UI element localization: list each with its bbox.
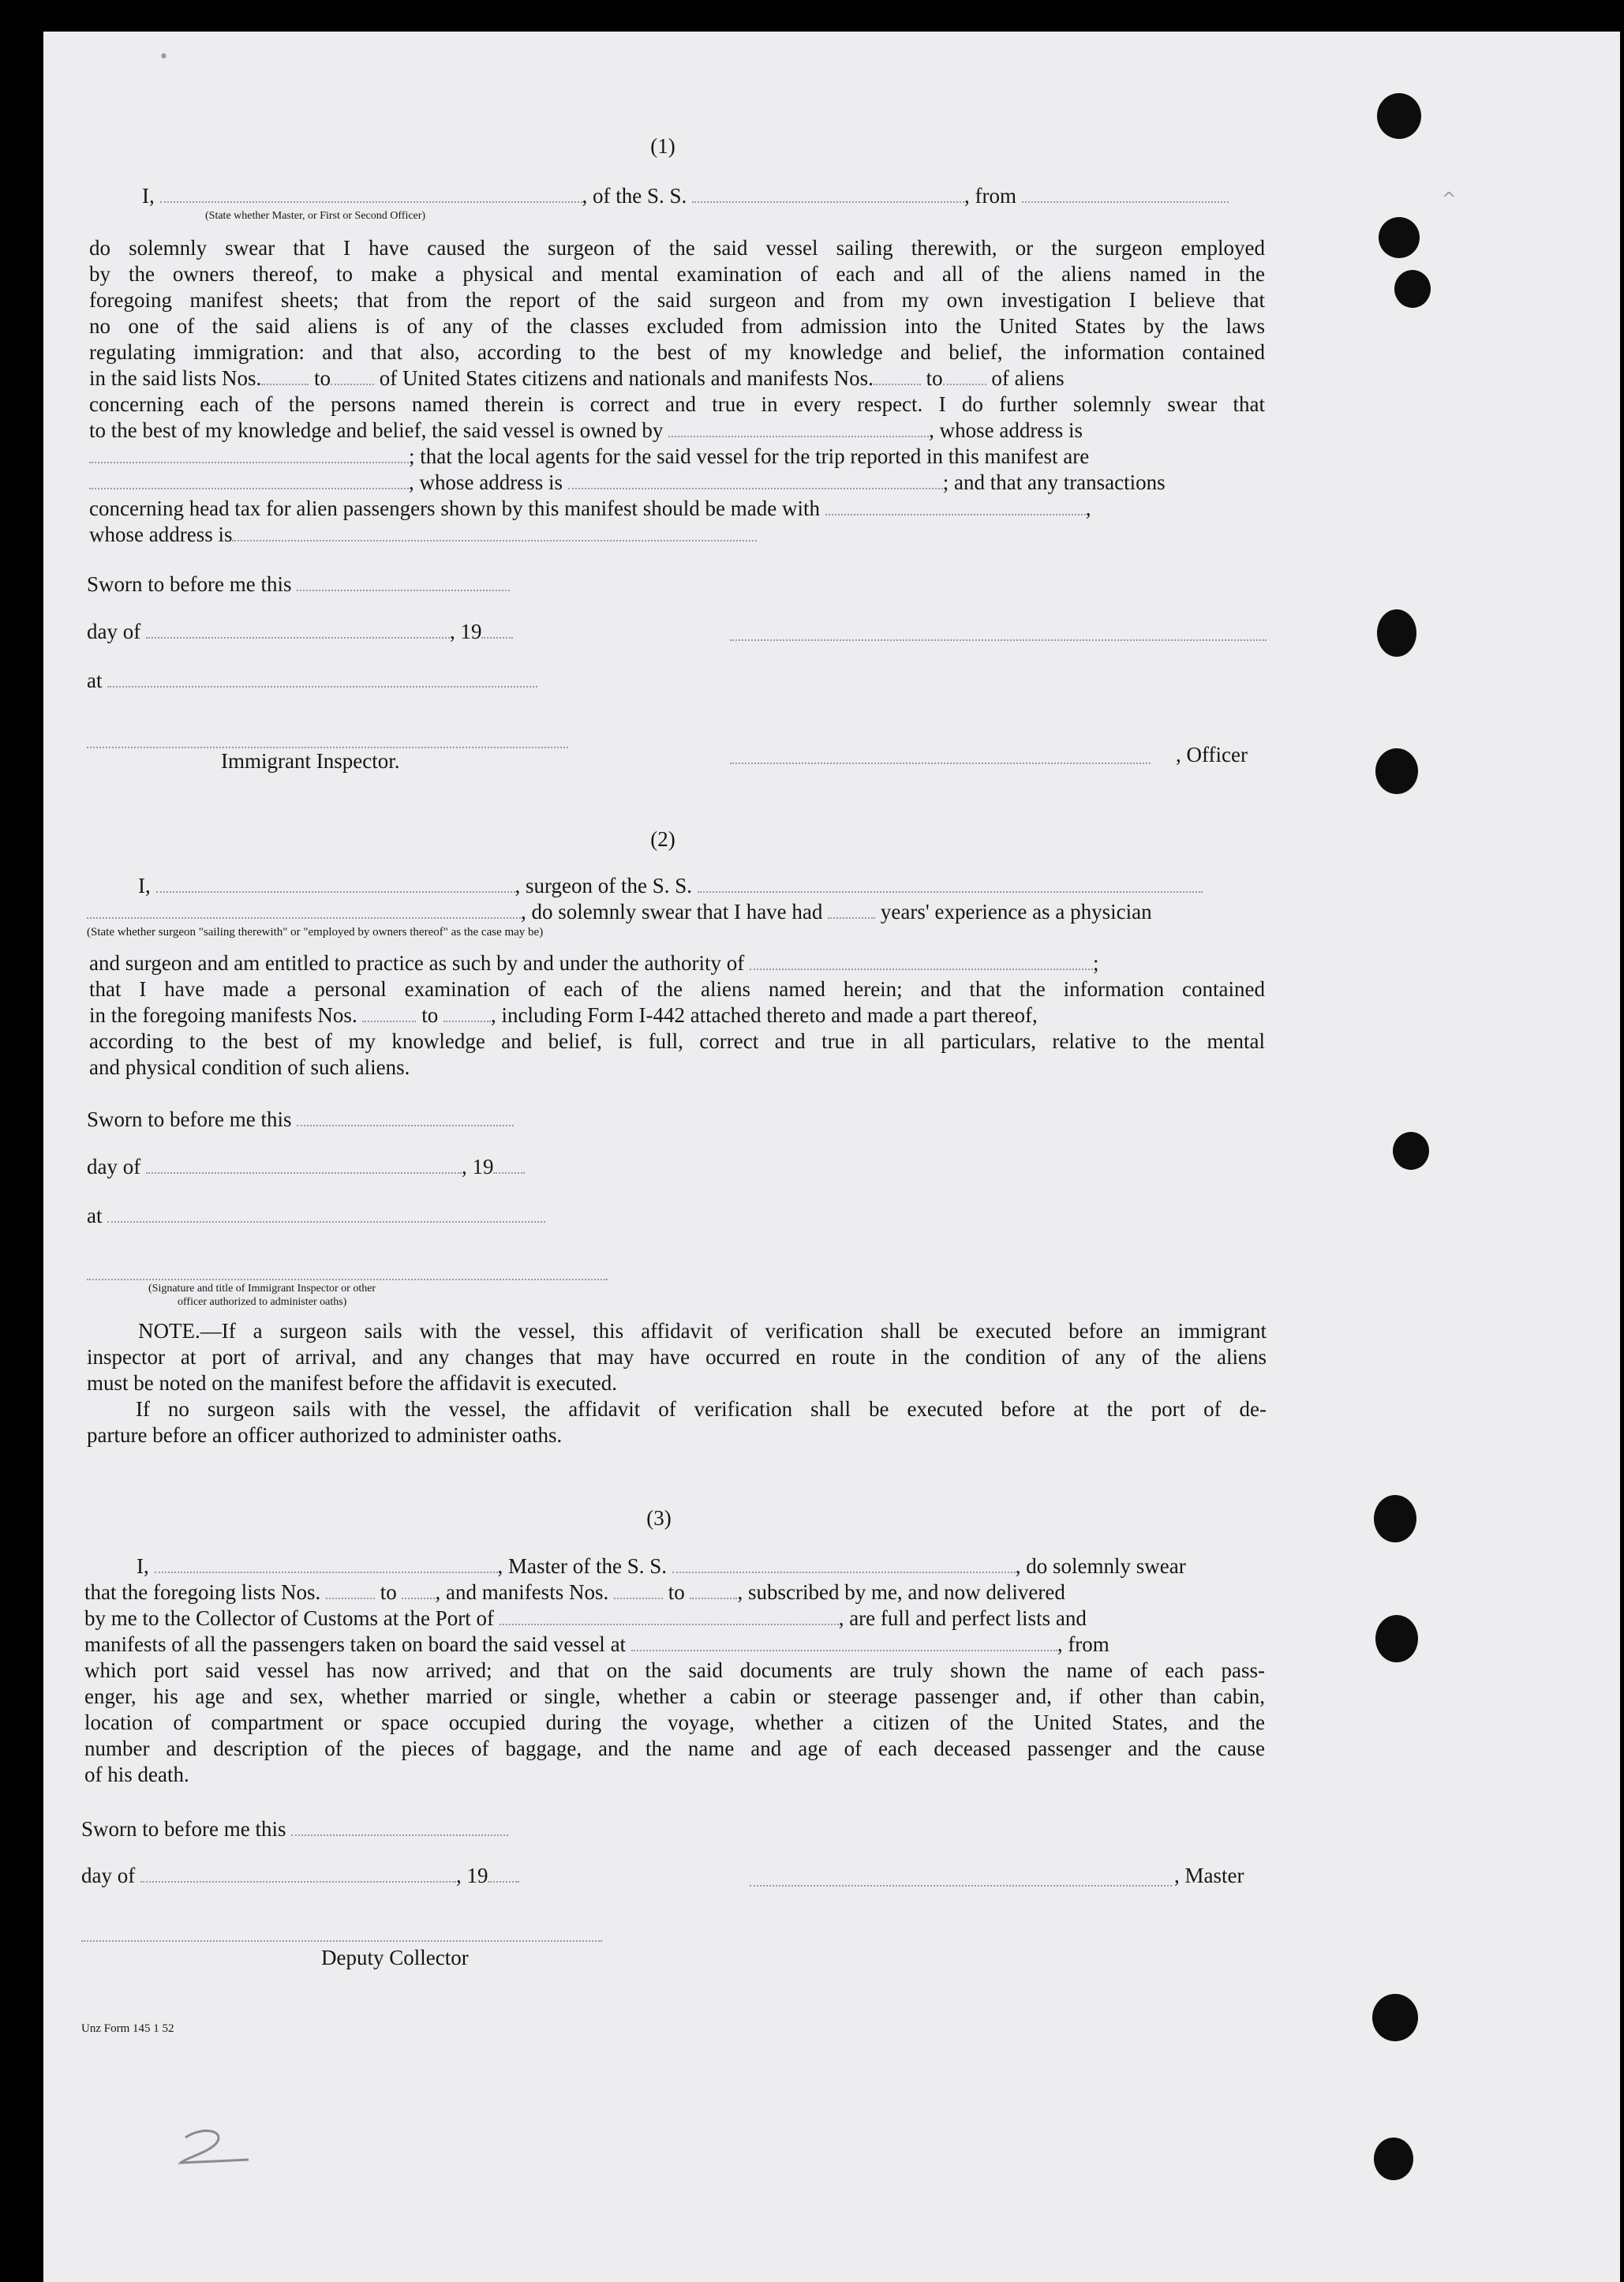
agents-address-line: , whose address is ; and that any transactions <box>89 470 1166 495</box>
master-oath-line: location of compartment or space occupied during the voyage, whether a citizen of the United States, and the <box>84 1711 1265 1734</box>
list-from-field[interactable] <box>261 366 309 385</box>
of-ss-label: , of the S. S. <box>582 184 687 208</box>
year-field[interactable] <box>493 1155 525 1174</box>
form-sheet <box>43 32 1620 2282</box>
section-1-intro <box>142 183 1229 208</box>
binder-hole <box>1375 1615 1418 1662</box>
from-port-field[interactable] <box>1022 184 1229 203</box>
surgeon-oath-line: that I have made a personal examination of each of the aliens named herein; and that the information contained <box>89 977 1265 1001</box>
binder-hole <box>1377 93 1421 139</box>
binder-hole <box>1394 270 1431 308</box>
collector-port-field[interactable] <box>500 1606 839 1625</box>
sworn-date-field[interactable] <box>297 572 510 591</box>
binder-hole <box>1379 217 1420 258</box>
immigrant-inspector-label: Immigrant Inspector. <box>221 749 400 773</box>
agents-line: ; that the local agents for the said vessel for the trip reported in this manifest are <box>89 444 1089 469</box>
manifest-to-field[interactable] <box>943 366 986 385</box>
years-line: , do solemnly swear that I have had years' experience as a physician <box>87 899 1152 924</box>
binder-hole <box>1393 1132 1429 1170</box>
embark-line: manifests of all the passengers taken on board the said vessel at , from <box>84 1632 1109 1656</box>
lists-line: that the foregoing lists Nos. to , and manifests Nos. to , subscribed by me, and now delivered <box>84 1580 1065 1604</box>
master-oath-line: of his death. <box>84 1763 189 1786</box>
oath-line: foregoing manifest sheets; that from the report of the said surgeon and from my own investigation I believe that <box>89 288 1265 312</box>
year-field[interactable] <box>481 620 513 639</box>
master-vessel-field[interactable] <box>672 1554 1016 1573</box>
deputy-signature-line[interactable] <box>81 1940 602 1942</box>
day-of-line: day of , 19 <box>87 619 513 644</box>
at-line: at <box>87 1203 545 1228</box>
oath-line: no one of the said aliens is of any of the classes excluded from admission into the United States by the laws <box>89 314 1265 338</box>
manifest-from-field[interactable] <box>874 366 921 385</box>
from-label: , from <box>964 184 1016 208</box>
at-place-field[interactable] <box>107 669 537 688</box>
manifest-from-field[interactable] <box>614 1580 663 1599</box>
day-of-line: day of , 19 <box>81 1863 519 1888</box>
day-of-month-field[interactable] <box>146 620 450 639</box>
section-1-number: (1) <box>650 134 675 158</box>
officer-label: , Officer <box>1176 743 1248 766</box>
master-line: I, , Master of the S. S. , do solemnly swear <box>137 1554 1186 1578</box>
sworn-line: Sworn to before me this <box>87 1107 514 1132</box>
manifest-to-field[interactable] <box>690 1580 737 1599</box>
list-to-field[interactable] <box>331 366 374 385</box>
surgeon-name-field[interactable] <box>156 874 515 893</box>
sworn-line: Sworn to before me this <box>87 571 510 597</box>
binder-hole <box>1374 1495 1416 1542</box>
years-field[interactable] <box>828 900 875 919</box>
lists-line: in the said lists Nos. to of United States citizens and nationals and manifests Nos. to of aliens <box>89 366 1065 390</box>
section-3-number: (3) <box>646 1506 672 1530</box>
sworn-line: Sworn to before me this <box>81 1816 508 1842</box>
deputy-collector-label: Deputy Collector <box>321 1946 469 1969</box>
whose-address-line: whose address is <box>89 522 757 547</box>
day-of-month-field[interactable] <box>146 1155 462 1174</box>
sworn-date-field[interactable] <box>297 1107 514 1126</box>
surgeon-line: I, , surgeon of the S. S. <box>138 873 1203 898</box>
binder-hole <box>1377 609 1416 657</box>
vessel-name-field[interactable] <box>692 184 964 203</box>
master-signature-line[interactable] <box>750 1885 1172 1887</box>
master-oath-line: number and description of the pieces of baggage, and the name and age of each deceased passenger and the cause <box>84 1737 1265 1760</box>
day-of-line: day of , 19 <box>87 1154 525 1179</box>
scan-mark: • <box>159 47 169 67</box>
note-line: inspector at port of arrival, and any changes that may have occurred en route in the condition of any of the aliens <box>87 1345 1267 1369</box>
officer-title-line[interactable] <box>730 763 1151 764</box>
note-line: If no surgeon sails with the vessel, the affidavit of verification shall be executed before at the port of de- <box>136 1397 1267 1421</box>
surgeon-role-field[interactable] <box>87 900 521 919</box>
signature-note: (Signature and title of Immigrant Inspector or other <box>148 1283 376 1295</box>
officer-name-field[interactable] <box>160 184 582 203</box>
form-number: Unz Form 145 1 52 <box>81 2022 174 2035</box>
handwritten-mark <box>170 2123 264 2171</box>
authority-field[interactable] <box>750 951 1093 970</box>
at-line: at <box>87 668 537 693</box>
owned-line: to the best of my knowledge and belief, the said vessel is owned by , whose address is <box>89 418 1083 442</box>
surgeon-oath-line: and physical condition of such aliens. <box>89 1055 410 1079</box>
at-place-field[interactable] <box>107 1204 545 1223</box>
binder-hole <box>1372 1994 1418 2041</box>
intro-i: I, <box>142 184 155 208</box>
headtax-line: concerning head tax for alien passengers shown by this manifest should be made with , <box>89 496 1091 520</box>
oath-line: concerning each of the persons named therein is correct and true in every respect. I do further solemnly swear that <box>89 392 1265 416</box>
oath-line: by the owners thereof, to make a physical and mental examination of each and all of the aliens named in the <box>89 262 1265 286</box>
master-oath-line: which port said vessel has now arrived; and that on the said documents are truly shown the name of each pass- <box>84 1658 1265 1682</box>
agents-field[interactable] <box>89 470 409 489</box>
master-label: , Master <box>1174 1864 1244 1887</box>
master-oath-line: enger, his age and sex, whether married or single, whether a cabin or steerage passenger and, if other than cabin, <box>84 1684 1265 1708</box>
owner-address-field[interactable] <box>89 444 409 463</box>
surgeon-vessel-field[interactable] <box>698 874 1203 893</box>
surgeon-state-note: (State whether surgeon "sailing therewith" or "employed by owners thereof" as the case may be) <box>87 926 544 939</box>
manifests-line: in the foregoing manifests Nos. to , including Form I-442 attached thereto and made a part thereof, <box>89 1003 1038 1027</box>
year-field[interactable] <box>488 1864 519 1883</box>
sworn-date-field[interactable] <box>291 1817 508 1836</box>
note-line: must be noted on the manifest before the affidavit is executed. <box>87 1371 618 1395</box>
headtax-party-field[interactable] <box>825 496 1086 515</box>
list-from-field[interactable] <box>326 1580 375 1599</box>
list-to-field[interactable] <box>402 1580 435 1599</box>
signature-note: officer authorized to administer oaths) <box>178 1296 347 1308</box>
manifest-to-field[interactable] <box>443 1003 491 1022</box>
note-line: parture before an officer authorized to administer oaths. <box>87 1423 563 1447</box>
day-of-month-field[interactable] <box>140 1864 456 1883</box>
note-line: NOTE.—If a surgeon sails with the vessel, this affidavit of verification shall be executed before an immigrant <box>138 1319 1267 1343</box>
scan-mark: ^ <box>1442 189 1457 209</box>
surgeon-oath-line: according to the best of my knowledge and belief, is full, correct and true in all particulars, relative to the mental <box>89 1029 1265 1053</box>
oath-line: regulating immigration: and that also, according to the best of my knowledge and belief, the information contained <box>89 340 1265 364</box>
headtax-address-field[interactable] <box>232 523 757 541</box>
master-name-field[interactable] <box>155 1554 498 1573</box>
port-line: by me to the Collector of Customs at the Port of , are full and perfect lists and <box>84 1606 1087 1630</box>
inspector-signature-line[interactable] <box>87 1279 608 1280</box>
owner-field[interactable] <box>668 418 929 437</box>
authority-line: and surgeon and am entitled to practice as such by and under the authority of ; <box>89 951 1099 975</box>
oath-line: do solemnly swear that I have caused the surgeon of the said vessel sailing therewith, or the surgeon employed <box>89 236 1265 260</box>
embark-port-field[interactable] <box>631 1632 1057 1651</box>
officer-signature-line[interactable] <box>730 639 1267 641</box>
binder-hole <box>1375 748 1418 794</box>
state-officer-note: (State whether Master, or First or Second Officer) <box>205 210 426 222</box>
manifest-from-field[interactable] <box>362 1003 416 1022</box>
binder-hole <box>1374 2138 1413 2180</box>
section-2-number: (2) <box>650 827 675 851</box>
agents-address-field[interactable] <box>568 470 943 489</box>
